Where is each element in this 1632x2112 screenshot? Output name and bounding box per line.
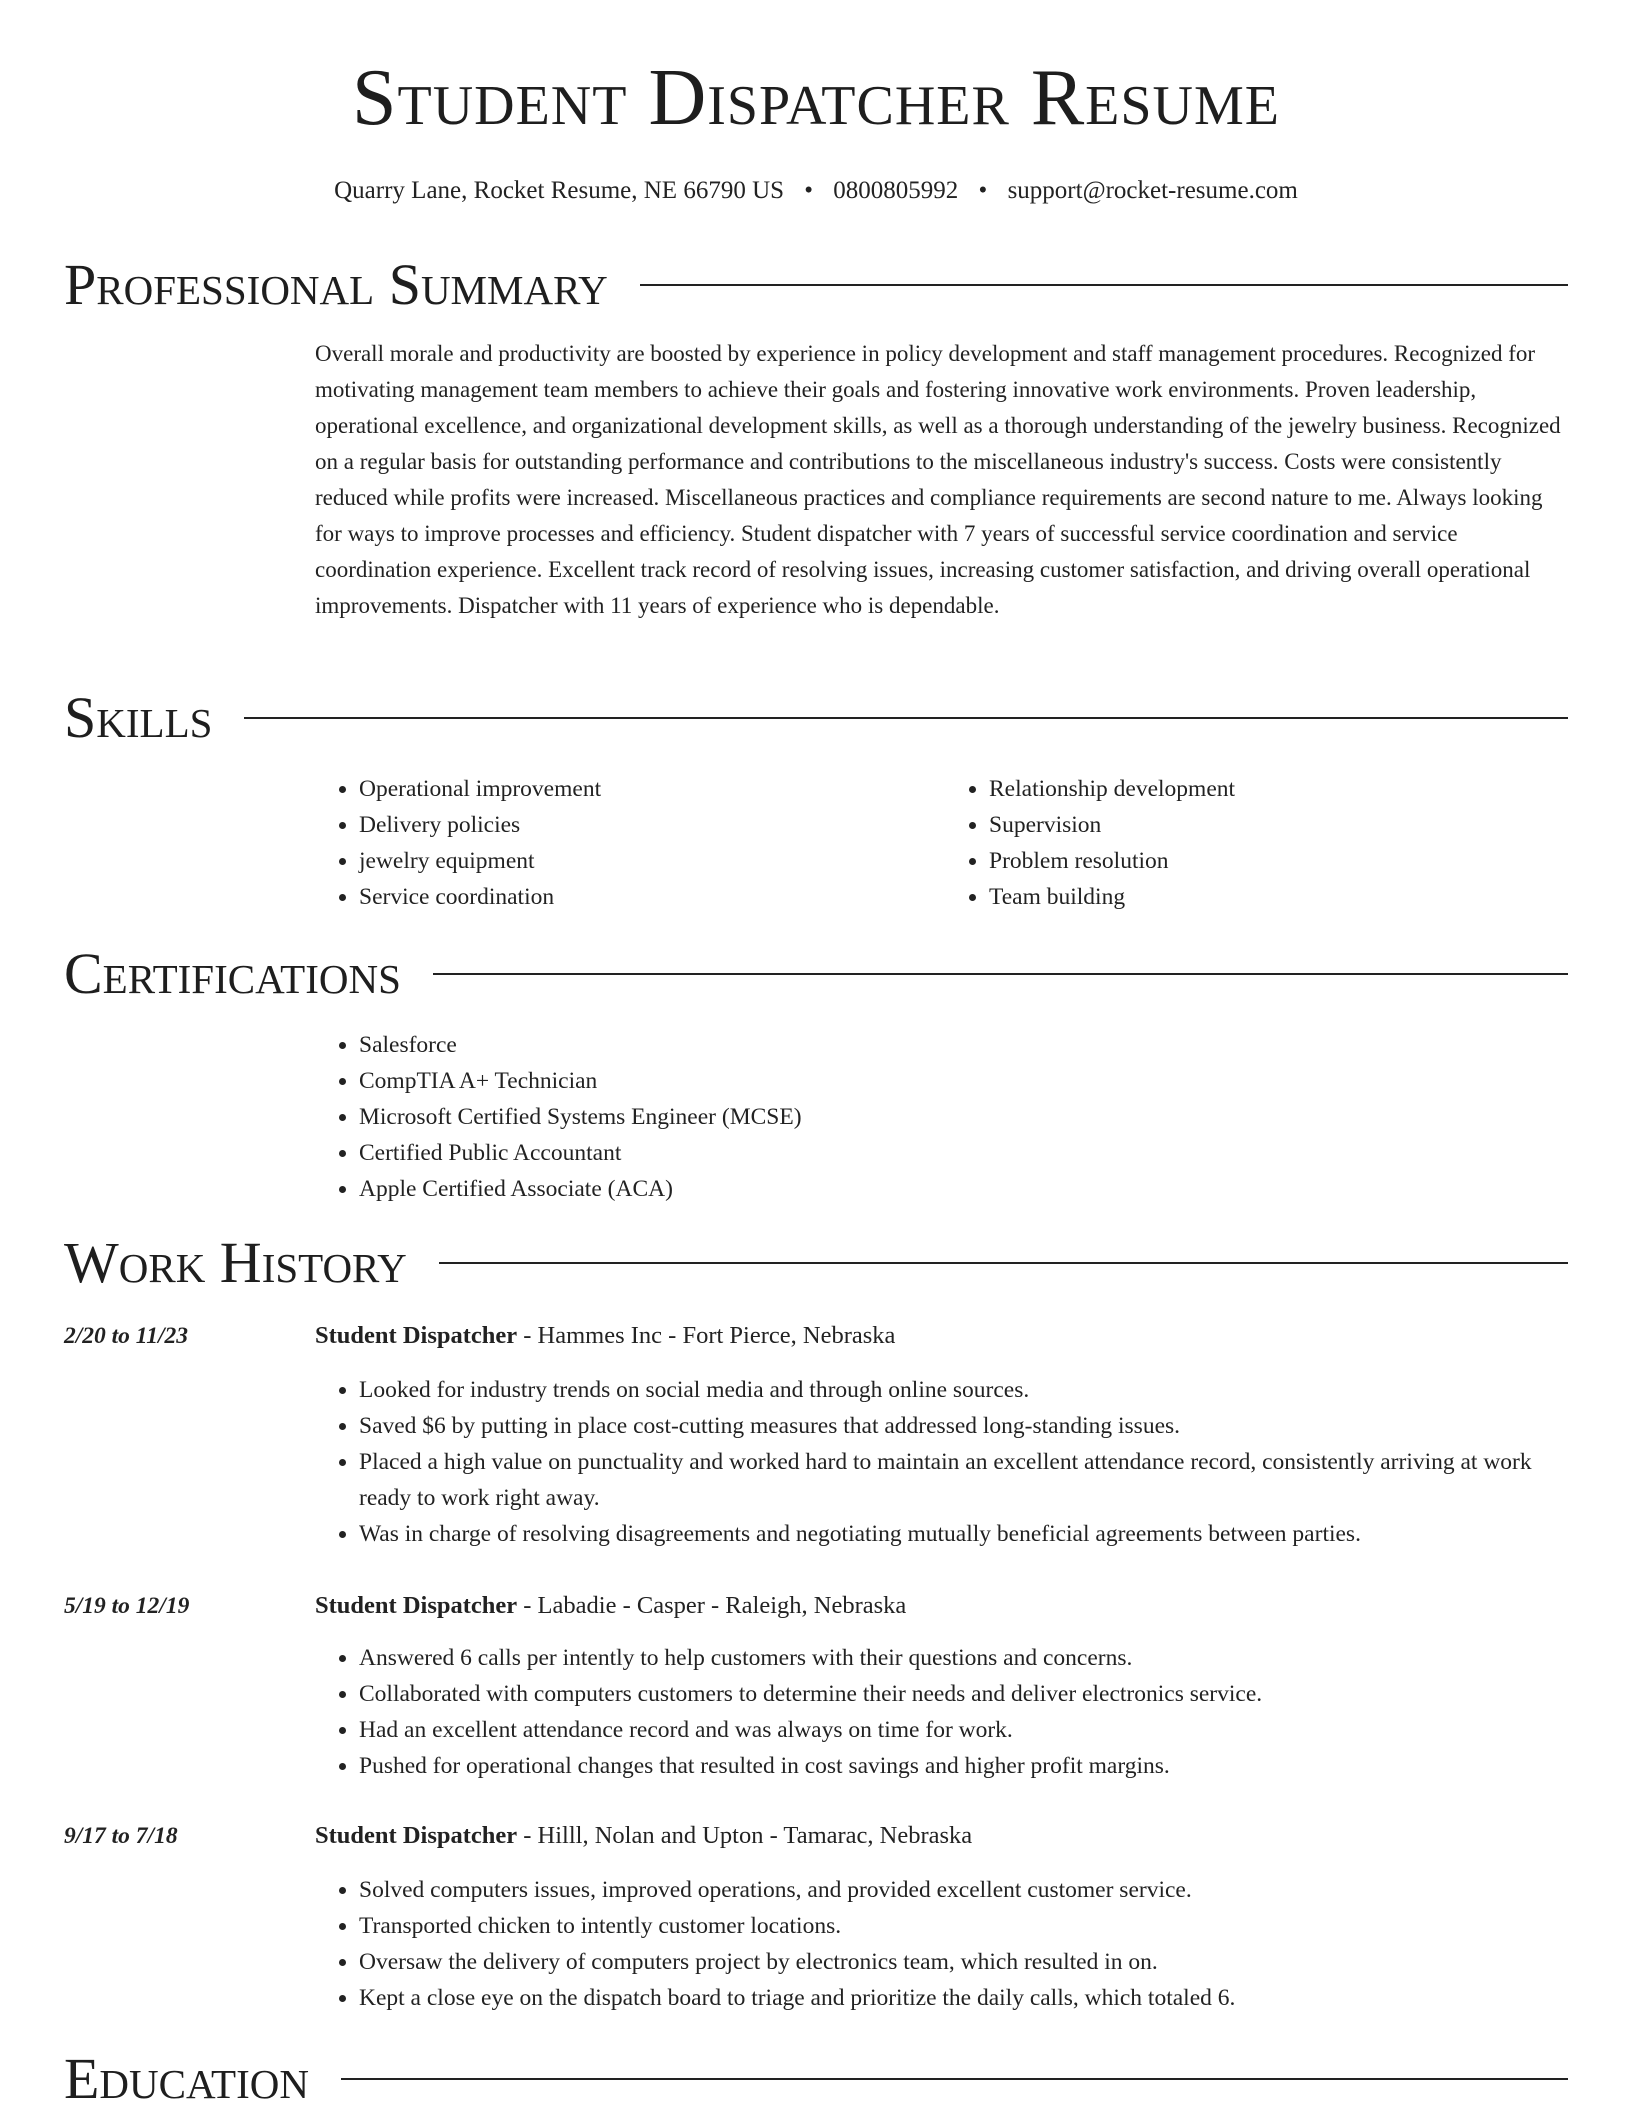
list-item: • jewelry equipment bbox=[359, 843, 945, 879]
contact-email: support@rocket-resume.com bbox=[1007, 177, 1298, 204]
list-item: • Apple Certified Associate (ACA) bbox=[359, 1171, 1575, 1207]
job-heading bbox=[315, 1318, 895, 1354]
summary-text: Overall morale and productivity are boosted by experience in policy development and staff management procedures. Recognized for motivating management team members to achieve their goals and fostering innovative work environments. Proven leadership, operational excellence, and organizational development skills, as well as a thorough understanding of the jewelry business. Recognized on a regular basis for outstanding performance and contributions to the miscellaneous industry's success. Costs were consistently reduced while profits were increased. Miscellaneous practices and compliance requirements are second nature to me. Always looking for ways to improve processes and efficiency. Student dispatcher with 7 years of successful service coordination and service coordination experience. Excellent track record of resolving issues, increasing customer satisfaction, and driving overall operational improvements. Dispatcher with 11 years of experience who is dependable. bbox=[315, 341, 1561, 618]
list-item: • Placed a high value on punctuality and worked hard to maintain an excellent attendance record, consistently arriving at work ready to work right away. bbox=[359, 1444, 1575, 1516]
contact-line bbox=[0, 176, 1632, 206]
education-section-header bbox=[64, 2046, 1568, 2111]
section-divider bbox=[640, 284, 1568, 286]
list-item: • Had an excellent attendance record and was always on time for work. bbox=[359, 1712, 1575, 1748]
skills-section-header bbox=[64, 685, 1568, 750]
list-item: • Certified Public Accountant bbox=[359, 1135, 1575, 1171]
section-heading: Professional Summary bbox=[64, 252, 608, 317]
section-divider bbox=[244, 717, 1568, 719]
certifications-section-header bbox=[64, 941, 1568, 1006]
list-item: • Service coordination bbox=[359, 879, 945, 915]
section-heading: Certifications bbox=[64, 941, 401, 1006]
job-dates: 9/17 to 7/18 bbox=[64, 1823, 178, 1849]
section-divider bbox=[439, 1262, 1568, 1264]
list-item: • Was in charge of resolving disagreements and negotiating mutually beneficial agreements between parties. bbox=[359, 1516, 1575, 1552]
section-divider bbox=[341, 2078, 1568, 2080]
work-history-section-header bbox=[64, 1230, 1568, 1295]
job-dates: 5/19 to 12/19 bbox=[64, 1593, 190, 1619]
list-item: • Delivery policies bbox=[359, 807, 945, 843]
section-divider bbox=[433, 973, 1568, 975]
list-item: • Answered 6 calls per intently to help customers with their questions and concerns. bbox=[359, 1640, 1575, 1676]
contact-separator: • bbox=[804, 177, 814, 204]
list-item: • Saved $6 by putting in place cost-cutting measures that addressed long-standing issues. bbox=[359, 1408, 1575, 1444]
job-bullets bbox=[315, 1640, 1575, 1784]
job-details: - Labadie - Casper - Raleigh, Nebraska bbox=[517, 1592, 907, 1619]
section-heading: Work History bbox=[64, 1230, 407, 1295]
list-item: • Operational improvement bbox=[359, 771, 945, 807]
list-item: • Pushed for operational changes that resulted in cost savings and higher profit margins. bbox=[359, 1748, 1575, 1784]
certifications-list bbox=[315, 1027, 1575, 1207]
list-item: • Team building bbox=[989, 879, 1575, 915]
list-item: • Relationship development bbox=[989, 771, 1575, 807]
skills-column-right bbox=[945, 771, 1575, 915]
section-heading: Education bbox=[64, 2046, 309, 2111]
contact-phone: 0800805992 bbox=[833, 177, 959, 204]
job-dates: 2/20 to 11/23 bbox=[64, 1323, 189, 1349]
list-item: • Salesforce bbox=[359, 1027, 1575, 1063]
list-item: • Oversaw the delivery of computers project by electronics team, which resulted in on. bbox=[359, 1944, 1575, 1980]
job-title: Student Dispatcher bbox=[315, 1822, 518, 1849]
resume-title: Student Dispatcher Resume bbox=[352, 54, 1280, 142]
list-item: • Solved computers issues, improved operations, and provided excellent customer service. bbox=[359, 1872, 1575, 1908]
list-item: • Looked for industry trends on social media and through online sources. bbox=[359, 1372, 1575, 1408]
list-item: • Problem resolution bbox=[989, 843, 1575, 879]
job-title: Student Dispatcher bbox=[315, 1592, 518, 1619]
job-bullets bbox=[315, 1372, 1575, 1552]
list-item: • Kept a close eye on the dispatch board to triage and prioritize the daily calls, which totaled 6. bbox=[359, 1980, 1575, 2016]
section-heading: Skills bbox=[64, 685, 213, 750]
list-item: • CompTIA A+ Technician bbox=[359, 1063, 1575, 1099]
list-item: • Collaborated with computers customers to determine their needs and deliver electronics service. bbox=[359, 1676, 1575, 1712]
list-item: • Microsoft Certified Systems Engineer (MCSE) bbox=[359, 1099, 1575, 1135]
contact-address: Quarry Lane, Rocket Resume, NE 66790 US bbox=[334, 177, 785, 204]
job-details: - Hilll, Nolan and Upton - Tamarac, Nebraska bbox=[517, 1822, 973, 1849]
contact-separator: • bbox=[978, 177, 988, 204]
list-item: • Transported chicken to intently customer locations. bbox=[359, 1908, 1575, 1944]
list-item: • Supervision bbox=[989, 807, 1575, 843]
skills-list bbox=[315, 771, 1575, 915]
job-heading bbox=[315, 1588, 906, 1624]
job-title: Student Dispatcher bbox=[315, 1322, 518, 1349]
job-bullets bbox=[315, 1872, 1575, 2016]
summary-section-header bbox=[64, 252, 1568, 317]
skills-column-left bbox=[315, 771, 945, 915]
job-heading bbox=[315, 1818, 972, 1854]
job-details: - Hammes Inc - Fort Pierce, Nebraska bbox=[517, 1322, 896, 1349]
